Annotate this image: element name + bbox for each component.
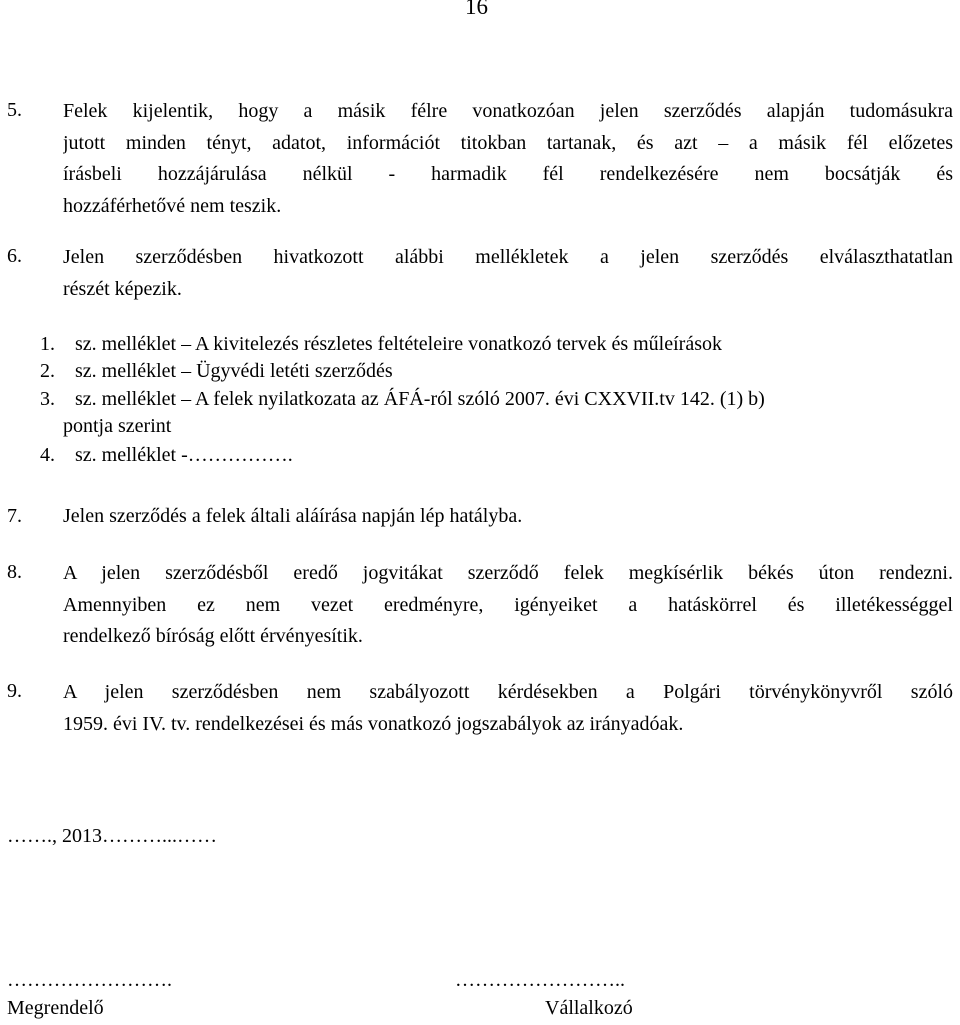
annex-4-text: sz. melléklet -……………. (75, 444, 293, 466)
section-6-line-2: részét képezik. (63, 277, 182, 300)
section-7-number: 7. (7, 505, 22, 527)
section-8-text (63, 558, 953, 653)
annex-4-number: 4. (40, 444, 55, 466)
section-5-line-4: hozzáférhetővé nem teszik. (63, 194, 282, 217)
section-9-number: 9. (7, 680, 22, 702)
annex-1-number: 1. (40, 333, 55, 355)
section-9-line-2: 1959. évi IV. tv. rendelkezései és más vonatkozó jogszabályok az irányadóak. (63, 712, 684, 735)
section-8-line-3: rendelkező bíróság előtt érvényesítik. (63, 625, 363, 647)
section-8-number: 8. (7, 561, 22, 583)
signature-line-right: …………………….. (455, 969, 625, 991)
annex-3-text: sz. melléklet – A felek nyilatkozata az ÁFÁ-ról szóló 2007. évi CXXVII.tv 142. (1) b) (75, 388, 765, 410)
section-5-number: 5. (7, 99, 22, 121)
section-5-line-1: Felek kijelentik, hogy a másik félre vonatkozóan jelen szerződés alapján tudomásukra (63, 100, 953, 122)
section-6-number: 6. (7, 245, 22, 267)
annex-3-number: 3. (40, 388, 55, 410)
annex-3-text-cont: pontja szerint (63, 415, 172, 437)
annex-2-number: 2. (40, 360, 55, 382)
section-9-line-1: A jelen szerződésben nem szabályozott kérdésekben a Polgári törvénykönyvről szóló (63, 681, 953, 703)
section-6-text (63, 242, 953, 305)
page-number: 16 (465, 0, 488, 19)
section-8-line-2: Amennyiben ez nem vezet eredményre, igényeiket a hatáskörrel és illetékességgel (63, 593, 953, 616)
section-5-line-2: jutott minden tényt, adatot, információt titokban tartanak, és azt – a másik fél előzetes (63, 131, 953, 154)
signature-line-left: ……………………. (7, 969, 172, 991)
section-7-text: Jelen szerződés a felek általi aláírása napján lép hatályba. (63, 505, 523, 527)
section-9-text (63, 677, 953, 740)
section-6-line-1: Jelen szerződésben hivatkozott alábbi mellékletek a jelen szerződés elválaszthatatlan (63, 246, 953, 268)
signature-label-vallalkozo: Vállalkozó (545, 997, 633, 1019)
annex-2-text: sz. melléklet – Ügyvédi letéti szerződés (75, 360, 393, 382)
annex-1-text: sz. melléklet – A kivitelezés részletes feltételeire vonatkozó tervek és műleírások (75, 333, 722, 355)
section-8-line-1: A jelen szerződésből eredő jogvitákat szerződő felek megkísérlik békés úton rendezni. (63, 562, 953, 584)
place-date-field: ……., 2013………...…… (7, 825, 217, 847)
signature-label-megrendelo: Megrendelő (7, 997, 104, 1019)
section-5-text (63, 96, 953, 222)
section-5-line-3: írásbeli hozzájárulása nélkül - harmadik fél rendelkezésére nem bocsátják és (63, 163, 953, 185)
